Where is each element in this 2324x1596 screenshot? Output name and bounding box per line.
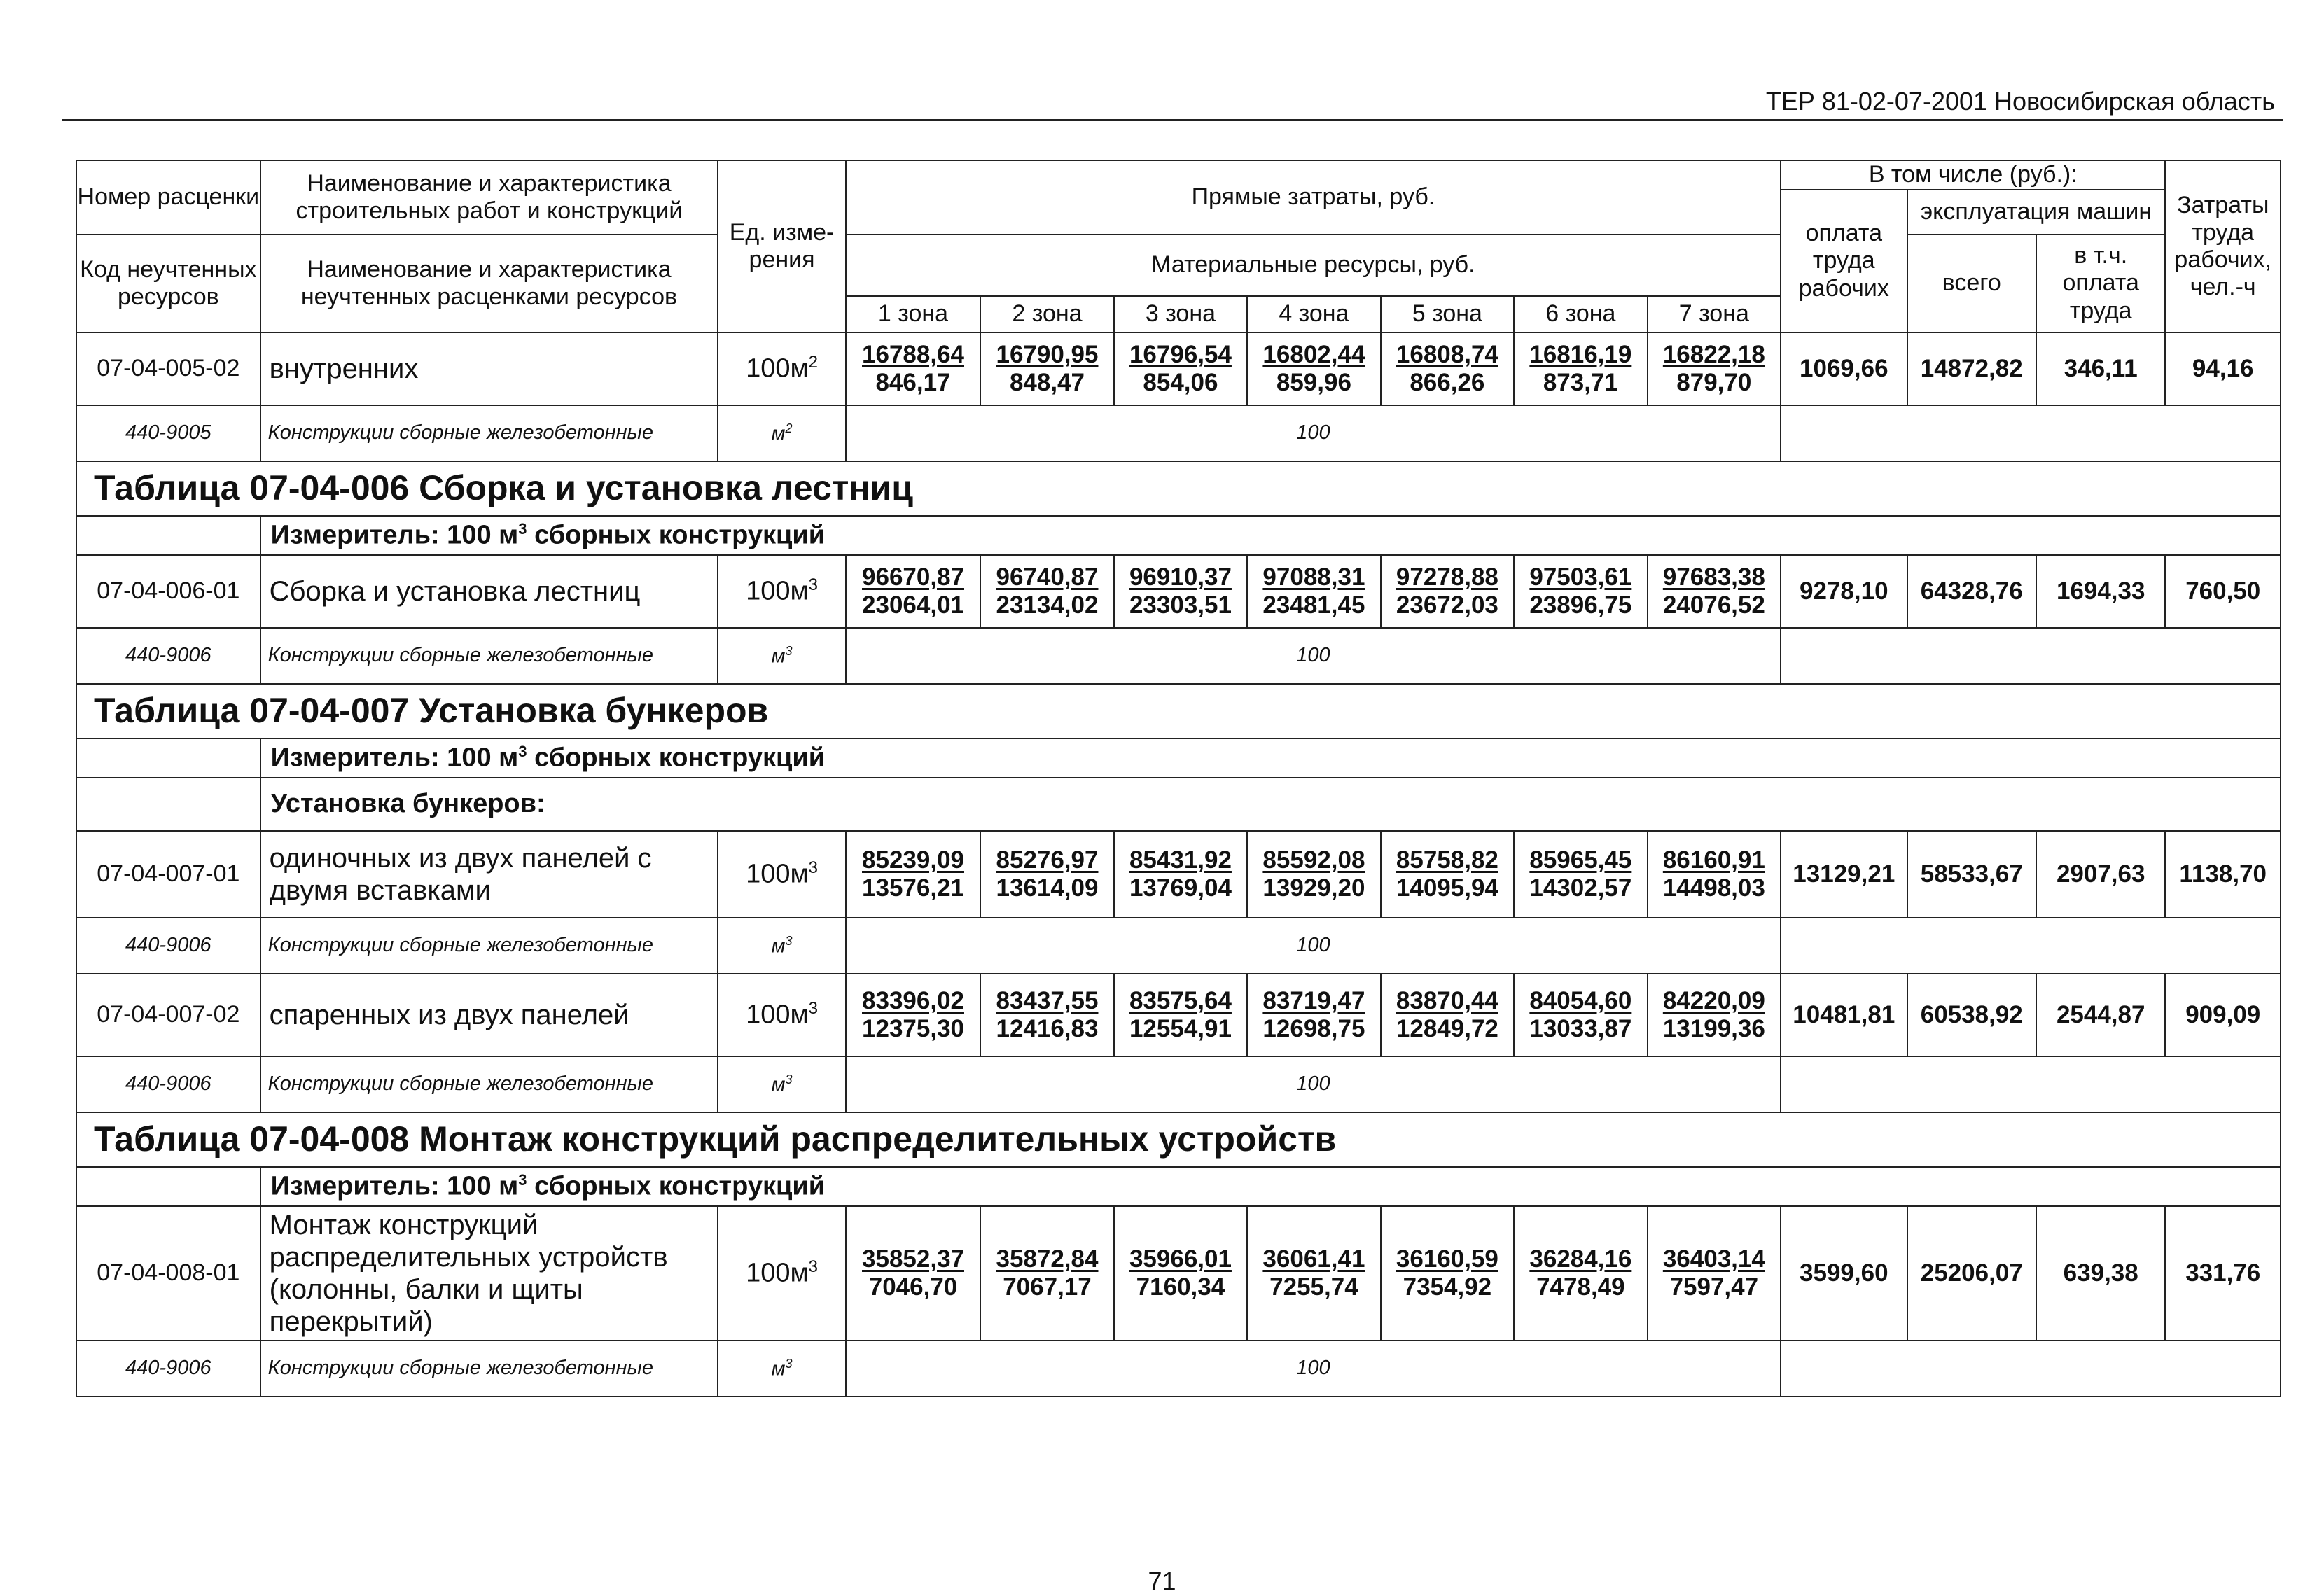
rate-name: внутренних — [260, 332, 718, 405]
empty-cell — [76, 778, 260, 831]
mach-wage-value: 1694,33 — [2036, 555, 2165, 628]
zone-price: $\frac{97088,31}{23481,45}$ — [1247, 555, 1380, 628]
empty-cell — [1781, 1056, 2281, 1112]
resource-unit: $м^3$ — [718, 1056, 845, 1112]
zone-price: $\frac{36061,41}{7255,74}$ — [1247, 1206, 1380, 1340]
resource-unit: $м^3$ — [718, 1340, 845, 1396]
col-name-header: Наименование и характеристика строительных работ и конструкций — [260, 160, 718, 234]
mach-total-value: 25206,07 — [1907, 1206, 2036, 1340]
col-mach-total-header: всего — [1907, 234, 2036, 332]
table-title: Таблица 07-04-008 Монтаж конструкций распределительных устройств — [76, 1112, 2281, 1167]
zone-header: 4 зона — [1247, 296, 1380, 332]
mach-total-value: 58533,67 — [1907, 831, 2036, 918]
section-subtitle: Установка бункеров: — [260, 778, 2281, 831]
resource-code: 440-9006 — [76, 1056, 260, 1112]
rate-code: 07-04-006-01 — [76, 555, 260, 628]
zone-price: $\frac{83575,64}{12554,91}$ — [1114, 974, 1247, 1056]
resource-qty: 100 — [846, 918, 1781, 974]
resource-name: Конструкции сборные железобетонные — [260, 405, 718, 461]
zone-price: $\frac{96740,87}{23134,02}$ — [980, 555, 1113, 628]
rate-name: Монтаж конструкций распределительных устройств (колонны, балки и щиты перекрытий) — [260, 1206, 718, 1340]
zone-price: $\frac{36160,59}{7354,92}$ — [1381, 1206, 1514, 1340]
resource-name: Конструкции сборные железобетонные — [260, 1056, 718, 1112]
zone-price: $\frac{35966,01}{7160,34}$ — [1114, 1206, 1247, 1340]
zone-price: $\frac{16790,95}{848,47}$ — [980, 332, 1113, 405]
zone-header: 3 зона — [1114, 296, 1247, 332]
measure-label: Измеритель: 100 $м^3$ сборных конструкций — [260, 1167, 2281, 1206]
empty-cell — [1781, 1340, 2281, 1396]
mach-total-value: 64328,76 — [1907, 555, 2036, 628]
zone-price: $\frac{16802,44}{859,96}$ — [1247, 332, 1380, 405]
col-including-header: В том числе (руб.): — [1781, 160, 2165, 190]
zone-price: $\frac{84054,60}{13033,87}$ — [1514, 974, 1647, 1056]
resource-row — [76, 1056, 2281, 1112]
zone-price: $\frac{83396,02}{12375,30}$ — [846, 974, 980, 1056]
wage-value: 9278,10 — [1781, 555, 1907, 628]
zone-price: $\frac{85239,09}{13576,21}$ — [846, 831, 980, 918]
labor-value: 909,09 — [2165, 974, 2281, 1056]
measure-label: Измеритель: 100 $м^3$ сборных конструкций — [260, 738, 2281, 778]
mach-total-value: 14872,82 — [1907, 332, 2036, 405]
measure-label: Измеритель: 100 $м^3$ сборных конструкций — [260, 516, 2281, 555]
resource-unit: $м^2$ — [718, 405, 845, 461]
rate-code: 07-04-007-02 — [76, 974, 260, 1056]
wage-value: 10481,81 — [1781, 974, 1907, 1056]
document-header: ТЕР 81-02-07-2001 Новосибирская область — [1765, 87, 2275, 115]
wage-value: 3599,60 — [1781, 1206, 1907, 1340]
col-machines-header: эксплуатация машин — [1907, 190, 2166, 234]
resource-qty: 100 — [846, 1056, 1781, 1112]
zone-price: $\frac{85431,92}{13769,04}$ — [1114, 831, 1247, 918]
table-row — [76, 555, 2281, 628]
col-direct-header: Прямые затраты, руб. — [846, 160, 1781, 234]
zone-price: $\frac{97683,38}{24076,52}$ — [1648, 555, 1781, 628]
mach-wage-value: 639,38 — [2036, 1206, 2165, 1340]
wage-value: 13129,21 — [1781, 831, 1907, 918]
empty-cell — [1781, 628, 2281, 684]
labor-value: 1138,70 — [2165, 831, 2281, 918]
table-row — [76, 974, 2281, 1056]
zone-price: $\frac{83719,47}{12698,75}$ — [1247, 974, 1380, 1056]
zone-price: $\frac{85965,45}{14302,57}$ — [1514, 831, 1647, 918]
table-row — [76, 332, 2281, 405]
table-title: Таблица 07-04-007 Установка бункеров — [76, 684, 2281, 738]
zone-price: $\frac{35872,84}{7067,17}$ — [980, 1206, 1113, 1340]
table-row — [76, 1206, 2281, 1340]
resource-unit: $м^3$ — [718, 918, 845, 974]
resource-code: 440-9006 — [76, 918, 260, 974]
rate-name: Сборка и установка лестниц — [260, 555, 718, 628]
empty-cell — [1781, 918, 2281, 974]
zone-price: $\frac{83870,44}{12849,72}$ — [1381, 974, 1514, 1056]
mach-total-value: 60538,92 — [1907, 974, 2036, 1056]
col-mach-wage-header: в т.ч. оплата труда — [2036, 234, 2165, 332]
resource-unit: $м^3$ — [718, 628, 845, 684]
mach-wage-value: 346,11 — [2036, 332, 2165, 405]
mach-wage-value: 2544,87 — [2036, 974, 2165, 1056]
resource-qty: 100 — [846, 405, 1781, 461]
resource-code: 440-9006 — [76, 628, 260, 684]
zone-price: $\frac{96910,37}{23303,51}$ — [1114, 555, 1247, 628]
rate-unit: $100м^3$ — [718, 974, 845, 1056]
resource-row — [76, 1340, 2281, 1396]
rate-unit: $100м^2$ — [718, 332, 845, 405]
labor-value: 760,50 — [2165, 555, 2281, 628]
labor-value: 94,16 — [2165, 332, 2281, 405]
zone-price: $\frac{16816,19}{873,71}$ — [1514, 332, 1647, 405]
rate-unit: $100м^3$ — [718, 1206, 845, 1340]
table-row — [76, 831, 2281, 918]
rate-code: 07-04-005-02 — [76, 332, 260, 405]
resource-row — [76, 918, 2281, 974]
col-wage-header: оплата труда рабочих — [1781, 190, 1907, 332]
zone-price: $\frac{97503,61}{23896,75}$ — [1514, 555, 1647, 628]
zone-price: $\frac{36403,14}{7597,47}$ — [1648, 1206, 1781, 1340]
zone-price: $\frac{84220,09}{13199,36}$ — [1648, 974, 1781, 1056]
resource-qty: 100 — [846, 1340, 1781, 1396]
resource-code: 440-9006 — [76, 1340, 260, 1396]
zone-header: 2 зона — [980, 296, 1113, 332]
labor-value: 331,76 — [2165, 1206, 2281, 1340]
resource-qty: 100 — [846, 628, 1781, 684]
col-labor-header: Затраты труда рабочих, чел.-ч — [2165, 160, 2281, 332]
rate-name: спаренных из двух панелей — [260, 974, 718, 1056]
rate-name: одиночных из двух панелей с двумя вставками — [260, 831, 718, 918]
rates-table — [76, 160, 2281, 1397]
zone-price: $\frac{97278,88}{23672,03}$ — [1381, 555, 1514, 628]
col-code-header: Код неучтенных ресурсов — [76, 234, 260, 332]
rate-unit: $100м^3$ — [718, 831, 845, 918]
resource-name: Конструкции сборные железобетонные — [260, 1340, 718, 1396]
zone-price: $\frac{85592,08}{13929,20}$ — [1247, 831, 1380, 918]
zone-price: $\frac{36284,16}{7478,49}$ — [1514, 1206, 1647, 1340]
col-res-name-header: Наименование и характеристика неучтенных расценками ресурсов — [260, 234, 718, 332]
empty-cell — [76, 1167, 260, 1206]
zone-header: 7 зона — [1648, 296, 1781, 332]
resource-code: 440-9005 — [76, 405, 260, 461]
zone-price: $\frac{16796,54}{854,06}$ — [1114, 332, 1247, 405]
zone-price: $\frac{83437,55}{12416,83}$ — [980, 974, 1113, 1056]
zone-price: $\frac{35852,37}{7046,70}$ — [846, 1206, 980, 1340]
table-title: Таблица 07-04-006 Сборка и установка лестниц — [76, 461, 2281, 516]
zone-price: $\frac{16788,64}{846,17}$ — [846, 332, 980, 405]
rate-code: 07-04-008-01 — [76, 1206, 260, 1340]
rate-unit: $100м^3$ — [718, 555, 845, 628]
col-unit-header: Ед. изме-рения — [718, 160, 845, 332]
resource-row — [76, 628, 2281, 684]
zone-price: $\frac{16822,18}{879,70}$ — [1648, 332, 1781, 405]
resource-name: Конструкции сборные железобетонные — [260, 918, 718, 974]
header-rule — [62, 119, 2283, 121]
empty-cell — [76, 738, 260, 778]
rate-code: 07-04-007-01 — [76, 831, 260, 918]
mach-wage-value: 2907,63 — [2036, 831, 2165, 918]
zone-header: 5 зона — [1381, 296, 1514, 332]
col-materials-header: Материальные ресурсы, руб. — [846, 234, 1781, 296]
zone-price: $\frac{85758,82}{14095,94}$ — [1381, 831, 1514, 918]
zone-header: 6 зона — [1514, 296, 1647, 332]
empty-cell — [1781, 405, 2281, 461]
resource-row — [76, 405, 2281, 461]
empty-cell — [76, 516, 260, 555]
col-number-header: Номер расценки — [76, 160, 260, 234]
zone-price: $\frac{86160,91}{14498,03}$ — [1648, 831, 1781, 918]
zone-price: $\frac{96670,87}{23064,01}$ — [846, 555, 980, 628]
zone-price: $\frac{85276,97}{13614,09}$ — [980, 831, 1113, 918]
resource-name: Конструкции сборные железобетонные — [260, 628, 718, 684]
zone-price: $\frac{16808,74}{866,26}$ — [1381, 332, 1514, 405]
wage-value: 1069,66 — [1781, 332, 1907, 405]
zone-header: 1 зона — [846, 296, 980, 332]
page-number: 71 — [1148, 1567, 1176, 1595]
